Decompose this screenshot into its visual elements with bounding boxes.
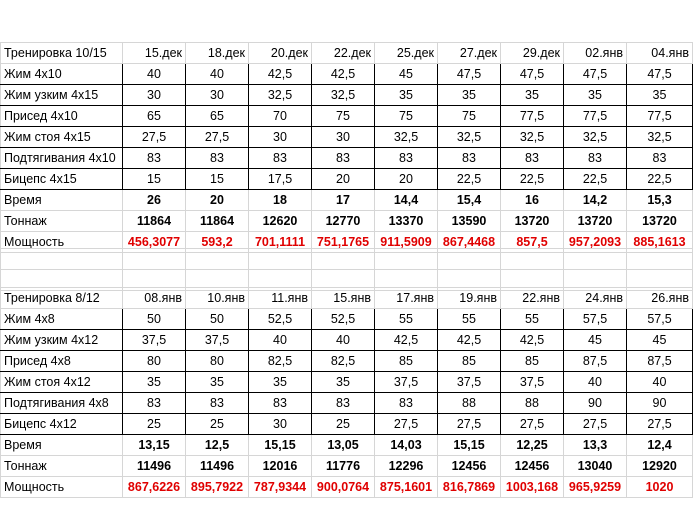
weight-cell[interactable]: 42,5 xyxy=(312,64,375,85)
power-cell[interactable]: 911,5909 xyxy=(375,232,438,253)
weight-cell[interactable]: 35 xyxy=(249,372,312,393)
date-header-cell[interactable]: 24.янв xyxy=(564,288,627,309)
exercise-row xyxy=(1,148,693,169)
tonnage-cell[interactable]: 12296 xyxy=(375,456,438,477)
tonnage-label-cell[interactable]: Тоннаж xyxy=(1,211,123,232)
exercise-label-cell[interactable]: Бицепс 4х12 xyxy=(1,414,123,435)
exercise-row xyxy=(1,330,693,351)
weight-cell[interactable]: 35 xyxy=(312,372,375,393)
header-row xyxy=(1,43,693,64)
weight-cell[interactable]: 42,5 xyxy=(249,64,312,85)
weight-cell[interactable]: 20 xyxy=(375,169,438,190)
weight-cell[interactable]: 50 xyxy=(123,309,186,330)
weight-cell[interactable]: 37,5 xyxy=(186,330,249,351)
exercise-row xyxy=(1,372,693,393)
date-header-cell[interactable]: 18.дек xyxy=(186,43,249,64)
weight-cell[interactable]: 75 xyxy=(375,106,438,127)
weight-cell[interactable]: 17,5 xyxy=(249,169,312,190)
exercise-label-cell[interactable]: Присед 4х8 xyxy=(1,351,123,372)
power-cell[interactable]: 900,0764 xyxy=(312,477,375,498)
time-cell[interactable]: 12,4 xyxy=(627,435,693,456)
power-cell[interactable]: 867,6226 xyxy=(123,477,186,498)
time-cell[interactable]: 15,4 xyxy=(438,190,501,211)
date-header-cell[interactable]: 22.дек xyxy=(312,43,375,64)
weight-cell[interactable]: 70 xyxy=(249,106,312,127)
weight-cell[interactable]: 30 xyxy=(249,127,312,148)
time-cell[interactable]: 13,3 xyxy=(564,435,627,456)
weight-cell[interactable]: 45 xyxy=(375,64,438,85)
weight-cell[interactable]: 55 xyxy=(375,309,438,330)
weight-cell[interactable]: 42,5 xyxy=(438,330,501,351)
weight-cell[interactable]: 83 xyxy=(312,148,375,169)
block-title[interactable]: Тренировка 10/15 xyxy=(1,43,123,64)
weight-cell[interactable]: 32,5 xyxy=(312,85,375,106)
tonnage-cell[interactable]: 11864 xyxy=(186,211,249,232)
power-cell[interactable]: 1020 xyxy=(627,477,693,498)
date-header-cell[interactable]: 26.янв xyxy=(627,288,693,309)
date-header-cell[interactable]: 19.янв xyxy=(438,288,501,309)
weight-cell[interactable]: 32,5 xyxy=(438,127,501,148)
weight-cell[interactable]: 75 xyxy=(312,106,375,127)
power-row xyxy=(1,477,693,498)
weight-cell[interactable]: 83 xyxy=(501,148,564,169)
exercise-label-cell[interactable]: Подтягивания 4х8 xyxy=(1,393,123,414)
block2-table xyxy=(0,287,693,498)
tonnage-cell[interactable]: 11864 xyxy=(123,211,186,232)
tonnage-cell[interactable]: 11776 xyxy=(312,456,375,477)
weight-cell[interactable]: 27,5 xyxy=(627,414,693,435)
weight-cell[interactable]: 32,5 xyxy=(564,127,627,148)
tonnage-cell[interactable]: 12620 xyxy=(249,211,312,232)
time-row xyxy=(1,190,693,211)
time-cell[interactable]: 12,25 xyxy=(501,435,564,456)
weight-cell[interactable]: 35 xyxy=(564,85,627,106)
exercise-label-cell[interactable]: Жим стоя 4х12 xyxy=(1,372,123,393)
weight-cell[interactable]: 65 xyxy=(186,106,249,127)
time-row xyxy=(1,435,693,456)
power-cell[interactable]: 456,3077 xyxy=(123,232,186,253)
weight-cell[interactable]: 40 xyxy=(249,330,312,351)
header-row xyxy=(1,288,693,309)
exercise-label-cell[interactable]: Жим 4х10 xyxy=(1,64,123,85)
tonnage-cell[interactable]: 11496 xyxy=(123,456,186,477)
time-cell[interactable]: 12,5 xyxy=(186,435,249,456)
weight-cell[interactable]: 83 xyxy=(375,393,438,414)
weight-cell[interactable]: 83 xyxy=(438,148,501,169)
tonnage-cell[interactable]: 13720 xyxy=(564,211,627,232)
weight-cell[interactable]: 22,5 xyxy=(627,169,693,190)
weight-cell[interactable]: 35 xyxy=(186,372,249,393)
date-header-cell[interactable]: 02.янв xyxy=(564,43,627,64)
time-cell[interactable]: 14,03 xyxy=(375,435,438,456)
empty-cell[interactable] xyxy=(375,249,438,270)
power-label-cell[interactable]: Мощность xyxy=(1,477,123,498)
weight-cell[interactable]: 25 xyxy=(186,414,249,435)
time-cell[interactable]: 20 xyxy=(186,190,249,211)
date-header-cell[interactable]: 27.дек xyxy=(438,43,501,64)
weight-cell[interactable]: 83 xyxy=(312,393,375,414)
weight-cell[interactable]: 37,5 xyxy=(501,372,564,393)
weight-cell[interactable]: 22,5 xyxy=(438,169,501,190)
exercise-label-cell[interactable]: Жим стоя 4х15 xyxy=(1,127,123,148)
exercise-label-cell[interactable]: Подтягивания 4х10 xyxy=(1,148,123,169)
time-cell[interactable]: 16 xyxy=(501,190,564,211)
time-cell[interactable]: 18 xyxy=(249,190,312,211)
weight-cell[interactable]: 37,5 xyxy=(123,330,186,351)
weight-cell[interactable]: 27,5 xyxy=(564,414,627,435)
tonnage-cell[interactable]: 13370 xyxy=(375,211,438,232)
time-cell[interactable]: 14,4 xyxy=(375,190,438,211)
weight-cell[interactable]: 80 xyxy=(186,351,249,372)
tonnage-cell[interactable]: 13590 xyxy=(438,211,501,232)
weight-cell[interactable]: 47,5 xyxy=(564,64,627,85)
tonnage-cell[interactable]: 12456 xyxy=(501,456,564,477)
time-cell[interactable]: 15,15 xyxy=(249,435,312,456)
weight-cell[interactable]: 85 xyxy=(375,351,438,372)
weight-cell[interactable]: 32,5 xyxy=(375,127,438,148)
tonnage-label-cell[interactable]: Тоннаж xyxy=(1,456,123,477)
weight-cell[interactable]: 37,5 xyxy=(438,372,501,393)
time-label-cell[interactable]: Время xyxy=(1,190,123,211)
date-header-cell[interactable]: 10.янв xyxy=(186,288,249,309)
exercise-label-cell[interactable]: Жим 4х8 xyxy=(1,309,123,330)
empty-cell[interactable] xyxy=(186,249,249,270)
power-cell[interactable]: 885,1613 xyxy=(627,232,693,253)
weight-cell[interactable]: 30 xyxy=(312,127,375,148)
empty-cell[interactable] xyxy=(249,249,312,270)
empty-cell[interactable] xyxy=(312,249,375,270)
power-cell[interactable]: 867,4468 xyxy=(438,232,501,253)
exercise-row xyxy=(1,85,693,106)
weight-cell[interactable]: 45 xyxy=(627,330,693,351)
power-cell[interactable]: 965,9259 xyxy=(564,477,627,498)
weight-cell[interactable]: 55 xyxy=(438,309,501,330)
weight-cell[interactable]: 83 xyxy=(249,148,312,169)
power-label-cell[interactable]: Мощность xyxy=(1,232,123,253)
date-header-cell[interactable]: 08.янв xyxy=(123,288,186,309)
weight-cell[interactable]: 30 xyxy=(249,414,312,435)
weight-cell[interactable]: 27,5 xyxy=(438,414,501,435)
weight-cell[interactable]: 50 xyxy=(186,309,249,330)
time-cell[interactable]: 13,05 xyxy=(312,435,375,456)
empty-cell[interactable] xyxy=(438,249,501,270)
exercise-label-cell[interactable]: Жим узким 4х15 xyxy=(1,85,123,106)
weight-cell[interactable]: 83 xyxy=(186,393,249,414)
date-header-cell[interactable]: 15.дек xyxy=(123,43,186,64)
weight-cell[interactable]: 57,5 xyxy=(627,309,693,330)
time-cell[interactable]: 15,3 xyxy=(627,190,693,211)
exercise-row xyxy=(1,351,693,372)
time-cell[interactable]: 26 xyxy=(123,190,186,211)
weight-cell[interactable]: 85 xyxy=(501,351,564,372)
tonnage-cell[interactable]: 12770 xyxy=(312,211,375,232)
weight-cell[interactable]: 77,5 xyxy=(627,106,693,127)
block-title[interactable]: Тренировка 8/12 xyxy=(1,288,123,309)
weight-cell[interactable]: 30 xyxy=(186,85,249,106)
weight-cell[interactable]: 75 xyxy=(438,106,501,127)
exercise-row xyxy=(1,127,693,148)
weight-cell[interactable]: 55 xyxy=(501,309,564,330)
weight-cell[interactable]: 42,5 xyxy=(501,330,564,351)
blank-rows xyxy=(0,248,693,291)
weight-cell[interactable]: 40 xyxy=(564,372,627,393)
weight-cell[interactable]: 25 xyxy=(123,414,186,435)
time-cell[interactable]: 14,2 xyxy=(564,190,627,211)
power-cell[interactable]: 701,1111 xyxy=(249,232,312,253)
weight-cell[interactable]: 90 xyxy=(564,393,627,414)
weight-cell[interactable]: 35 xyxy=(438,85,501,106)
empty-cell[interactable] xyxy=(501,249,564,270)
weight-cell[interactable]: 82,5 xyxy=(249,351,312,372)
weight-cell[interactable]: 40 xyxy=(186,64,249,85)
weight-cell[interactable]: 65 xyxy=(123,106,186,127)
weight-cell[interactable]: 30 xyxy=(123,85,186,106)
weight-cell[interactable]: 32,5 xyxy=(501,127,564,148)
date-header-cell[interactable]: 22.янв xyxy=(501,288,564,309)
weight-cell[interactable]: 88 xyxy=(438,393,501,414)
power-cell[interactable]: 875,1601 xyxy=(375,477,438,498)
weight-cell[interactable]: 83 xyxy=(186,148,249,169)
exercise-row xyxy=(1,414,693,435)
tonnage-cell[interactable]: 12456 xyxy=(438,456,501,477)
weight-cell[interactable]: 85 xyxy=(438,351,501,372)
weight-cell[interactable]: 35 xyxy=(501,85,564,106)
weight-cell[interactable]: 15 xyxy=(186,169,249,190)
power-cell[interactable]: 895,7922 xyxy=(186,477,249,498)
weight-cell[interactable]: 90 xyxy=(627,393,693,414)
tonnage-cell[interactable]: 11496 xyxy=(186,456,249,477)
date-header-cell[interactable]: 17.янв xyxy=(375,288,438,309)
weight-cell[interactable]: 57,5 xyxy=(564,309,627,330)
weight-cell[interactable]: 77,5 xyxy=(501,106,564,127)
power-cell[interactable]: 957,2093 xyxy=(564,232,627,253)
exercise-row xyxy=(1,64,693,85)
weight-cell[interactable]: 27,5 xyxy=(501,414,564,435)
weight-cell[interactable]: 35 xyxy=(627,85,693,106)
weight-cell[interactable]: 47,5 xyxy=(501,64,564,85)
weight-cell[interactable]: 37,5 xyxy=(375,372,438,393)
weight-cell[interactable]: 40 xyxy=(123,64,186,85)
date-header-cell[interactable]: 11.янв xyxy=(249,288,312,309)
exercise-row xyxy=(1,393,693,414)
time-cell[interactable]: 13,15 xyxy=(123,435,186,456)
weight-cell[interactable]: 83 xyxy=(375,148,438,169)
weight-cell[interactable]: 77,5 xyxy=(564,106,627,127)
weight-cell[interactable]: 20 xyxy=(312,169,375,190)
weight-cell[interactable]: 88 xyxy=(501,393,564,414)
power-cell[interactable]: 1003,168 xyxy=(501,477,564,498)
weight-cell[interactable]: 32,5 xyxy=(249,85,312,106)
date-header-cell[interactable]: 04.янв xyxy=(627,43,693,64)
empty-cell[interactable] xyxy=(123,249,186,270)
weight-cell[interactable]: 83 xyxy=(123,148,186,169)
empty-cell[interactable] xyxy=(1,249,123,270)
weight-cell[interactable]: 87,5 xyxy=(627,351,693,372)
weight-cell[interactable]: 40 xyxy=(312,330,375,351)
power-cell[interactable]: 787,9344 xyxy=(249,477,312,498)
tonnage-cell[interactable]: 13720 xyxy=(501,211,564,232)
tonnage-row xyxy=(1,456,693,477)
weight-cell[interactable]: 47,5 xyxy=(627,64,693,85)
weight-cell[interactable]: 27,5 xyxy=(186,127,249,148)
tonnage-cell[interactable]: 13040 xyxy=(564,456,627,477)
weight-cell[interactable]: 83 xyxy=(249,393,312,414)
weight-cell[interactable]: 82,5 xyxy=(312,351,375,372)
empty-cell[interactable] xyxy=(564,249,627,270)
weight-cell[interactable]: 40 xyxy=(627,372,693,393)
exercise-label-cell[interactable]: Жим узким 4х12 xyxy=(1,330,123,351)
tonnage-cell[interactable]: 12920 xyxy=(627,456,693,477)
power-cell[interactable]: 751,1765 xyxy=(312,232,375,253)
power-cell[interactable]: 816,7869 xyxy=(438,477,501,498)
weight-cell[interactable]: 52,5 xyxy=(312,309,375,330)
exercise-label-cell[interactable]: Присед 4х10 xyxy=(1,106,123,127)
weight-cell[interactable]: 35 xyxy=(375,85,438,106)
exercise-row xyxy=(1,309,693,330)
weight-cell[interactable]: 42,5 xyxy=(375,330,438,351)
weight-cell[interactable]: 80 xyxy=(123,351,186,372)
block1-table xyxy=(0,42,693,253)
date-header-cell[interactable]: 29.дек xyxy=(501,43,564,64)
exercise-row xyxy=(1,106,693,127)
power-cell[interactable]: 857,5 xyxy=(501,232,564,253)
date-header-cell[interactable]: 15.янв xyxy=(312,288,375,309)
tonnage-row xyxy=(1,211,693,232)
weight-cell[interactable]: 52,5 xyxy=(249,309,312,330)
weight-cell[interactable]: 22,5 xyxy=(564,169,627,190)
exercise-label-cell[interactable]: Бицепс 4х15 xyxy=(1,169,123,190)
time-label-cell[interactable]: Время xyxy=(1,435,123,456)
weight-cell[interactable]: 27,5 xyxy=(375,414,438,435)
weight-cell[interactable]: 27,5 xyxy=(123,127,186,148)
date-header-cell[interactable]: 25.дек xyxy=(375,43,438,64)
tonnage-cell[interactable]: 12016 xyxy=(249,456,312,477)
weight-cell[interactable]: 25 xyxy=(312,414,375,435)
weight-cell[interactable]: 32,5 xyxy=(627,127,693,148)
weight-cell[interactable]: 45 xyxy=(564,330,627,351)
weight-cell[interactable]: 22,5 xyxy=(501,169,564,190)
time-cell[interactable]: 15,15 xyxy=(438,435,501,456)
weight-cell[interactable]: 87,5 xyxy=(564,351,627,372)
empty-cell[interactable] xyxy=(627,249,693,270)
weight-cell[interactable]: 35 xyxy=(123,372,186,393)
weight-cell[interactable]: 83 xyxy=(123,393,186,414)
weight-cell[interactable]: 83 xyxy=(564,148,627,169)
weight-cell[interactable]: 83 xyxy=(627,148,693,169)
date-header-cell[interactable]: 20.дек xyxy=(249,43,312,64)
weight-cell[interactable]: 15 xyxy=(123,169,186,190)
weight-cell[interactable]: 47,5 xyxy=(438,64,501,85)
tonnage-cell[interactable]: 13720 xyxy=(627,211,693,232)
power-cell[interactable]: 593,2 xyxy=(186,232,249,253)
time-cell[interactable]: 17 xyxy=(312,190,375,211)
exercise-row xyxy=(1,169,693,190)
